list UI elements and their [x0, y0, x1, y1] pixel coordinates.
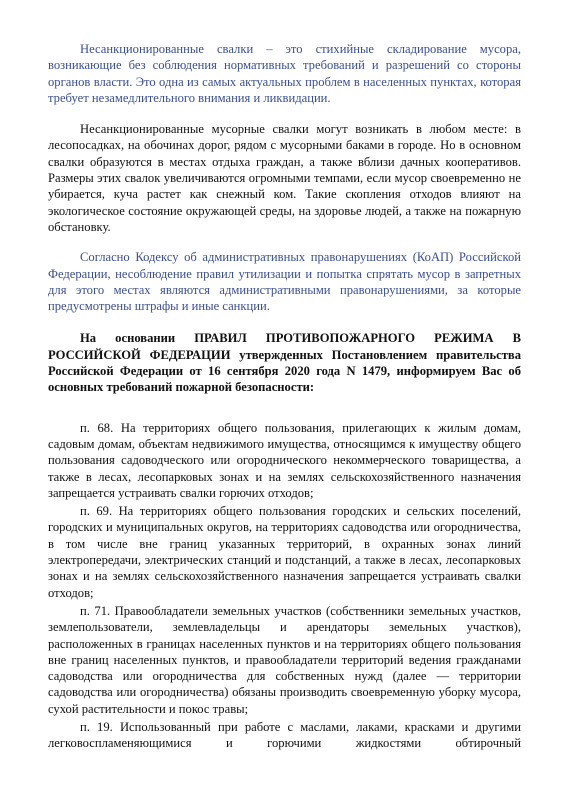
paragraph-item-68: п. 68. На территориях общего пользования, прилегающих к жилым домам, садовым домам, объектам недвижимого имущества, относящимся к имуществу общего пользования садоводческого или огороднического некоммерческого товарищества, а также в лесах, лесопарковых зонах и на землях сельскохозяйственного назначения запрещается устраивать свалки горючих отходов; — [48, 420, 521, 500]
paragraph-item-71: п. 71. Правообладатели земельных участков (собственники земельных участков, землепользователи, землевладельцы и арендаторы земельных участков), расположенных в границах населенных пунктов и на территориях общего пользования вне границ населенных пунктов, и правообладатели территорий ведения гражданами садоводства или огородничества для собственных нужд (далее — территории садоводства или огородничества) обязаны производить своевременную уборку мусора, сухой растительности и покос травы; — [48, 603, 521, 716]
paragraph-item-69: п. 69. На территориях общего пользования городских и сельских поселений, городских и муниципальных округов, на территориях садоводства или огородничества, в том числе вне границ указанных территорий, в охранных зонах линий электропередачи, электрических станций и подстанций, а также в лесах, лесопарковых зонах и на землях сельскохозяйственного назначения запрещается устраивать свалки отходов; — [48, 504, 521, 600]
paragraph-fire-rules-heading: На основании ПРАВИЛ ПРОТИВОПОЖАРНОГО РЕЖИМА В РОССИЙСКОЙ ФЕДЕРАЦИИ утвержденных Постановлением правительства Российской Федерации от 16 сентября 2020 года N 1479, информируем Вас об основных требований пожарной безопасности: — [48, 331, 521, 395]
paragraph-item-19: п. 19. Использованный при работе с маслами, лаками, красками и другими легковоспламеняющимися и горючими жидкостями обтирочный — [48, 719, 521, 751]
paragraph-locations: Несанкционированные мусорные свалки могут возникать в любом месте: в лесопосадках, на обочинах дорог, рядом с мусорными баками в городе. Но в основном свалки образуются в местах отдыха граждан, а также вблизи дачных кооперативов. Размеры этих свалок увеличиваются огромными темпами, если мусор своевременно не убирается, куча растет как снежный ком. Такие скопления отходов влияют на экологическое состояние окружающей среды, на здоровье людей, а также на пожарную обстановку. — [48, 122, 521, 234]
paragraph-definition: Несанкционированные свалки – это стихийные складирование мусора, возникающие без соблюдения нормативных требований и разрешений со стороны органов власти. Это одна из самых актуальных проблем в населенных пунктах, которая требует незамедлительного внимания и ликвидации. — [48, 42, 521, 105]
paragraph-koap: Согласно Кодексу об административных правонарушениях (КоАП) Российской Федерации, несоблюдение правил утилизации и попытка спрятать мусор в запретных для этого местах являются административными правонарушениями, за которые предусмотрены штрафы и иные санкции. — [48, 250, 521, 314]
